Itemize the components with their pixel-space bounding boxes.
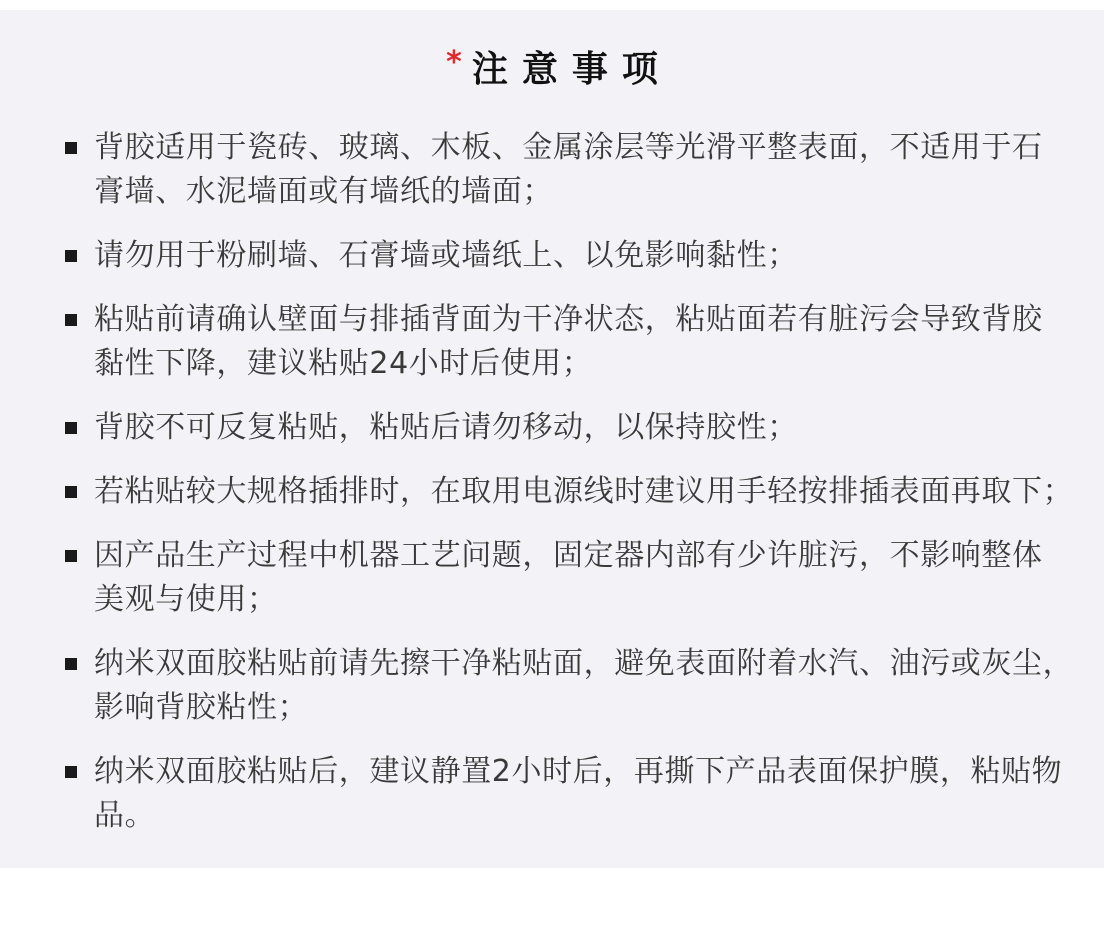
notice-title-text: 注意事项 bbox=[471, 49, 672, 90]
notice-item-line: 影响背胶粘性； bbox=[94, 690, 309, 725]
notice-item-line: 背胶不可反复粘贴，粘贴后请勿移动，以保持胶性； bbox=[94, 410, 798, 445]
notice-panel bbox=[0, 10, 1104, 868]
asterisk-marker: * bbox=[446, 45, 462, 80]
notice-item-line: 纳米双面胶粘贴后，建议静置2小时后，再撕下产品表面保护膜，粘贴物 bbox=[94, 754, 1063, 789]
square-bullet-icon bbox=[65, 766, 77, 778]
square-bullet-icon bbox=[65, 658, 77, 670]
notice-item-line: 粘贴前请确认壁面与排插背面为干净状态，粘贴面若有脏污会导致背胶 bbox=[94, 302, 1043, 337]
notice-item bbox=[94, 298, 1104, 386]
notice-item bbox=[94, 234, 1104, 278]
square-bullet-icon bbox=[65, 142, 77, 154]
notice-item-line: 品。 bbox=[94, 798, 156, 833]
notice-title bbox=[0, 45, 1104, 95]
notice-item bbox=[94, 126, 1104, 214]
notice-item bbox=[94, 642, 1104, 730]
square-bullet-icon bbox=[65, 422, 77, 434]
square-bullet-icon bbox=[65, 314, 77, 326]
notice-item-line: 美观与使用； bbox=[94, 582, 278, 617]
square-bullet-icon bbox=[65, 486, 77, 498]
notice-item-line: 纳米双面胶粘贴前请先擦干净粘贴面，避免表面附着水汽、油污或灰尘， bbox=[94, 646, 1074, 681]
notice-item bbox=[94, 406, 1104, 450]
notice-item-line: 背胶适用于瓷砖、玻璃、木板、金属涂层等光滑平整表面，不适用于石 bbox=[94, 130, 1043, 165]
notice-list bbox=[0, 126, 1104, 858]
notice-item bbox=[94, 470, 1104, 514]
notice-item bbox=[94, 750, 1104, 838]
notice-item-line: 因产品生产过程中机器工艺问题，固定器内部有少许脏污，不影响整体 bbox=[94, 538, 1043, 573]
notice-item-line: 若粘贴较大规格插排时，在取用电源线时建议用手轻按排插表面再取下； bbox=[94, 474, 1074, 509]
notice-item-line: 黏性下降，建议粘贴24小时后使用； bbox=[94, 346, 593, 381]
notice-item bbox=[94, 534, 1104, 622]
square-bullet-icon bbox=[65, 550, 77, 562]
square-bullet-icon bbox=[65, 250, 77, 262]
notice-item-line: 请勿用于粉刷墙、石膏墙或墙纸上、以免影响黏性； bbox=[94, 238, 798, 273]
notice-item-line: 膏墙、水泥墙面或有墙纸的墙面； bbox=[94, 174, 553, 209]
